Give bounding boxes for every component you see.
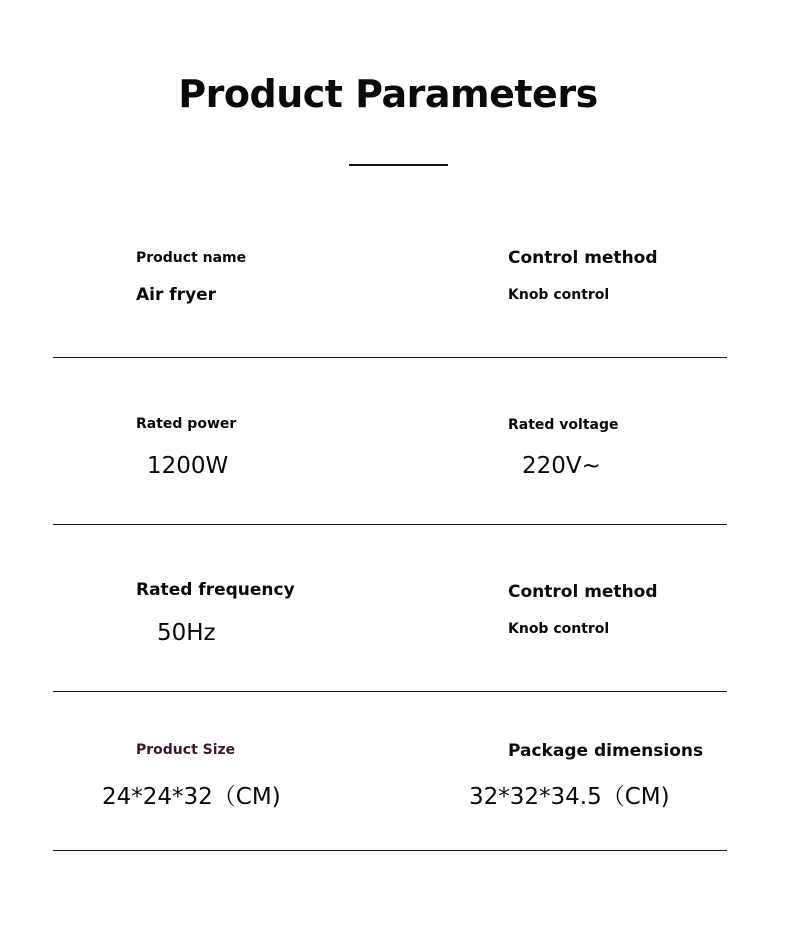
control-method-label: Control method <box>508 582 658 602</box>
title-underline <box>349 164 448 166</box>
row-divider <box>53 357 727 358</box>
product-size-value: 24*24*32（CM) <box>102 784 281 810</box>
rated-power-label: Rated power <box>136 416 237 432</box>
control-method-value: Knob control <box>508 621 610 637</box>
row-divider <box>53 524 727 525</box>
rated-voltage-label: Rated voltage <box>508 417 619 433</box>
control-method-value: Knob control <box>508 287 610 303</box>
row-divider <box>53 850 727 851</box>
package-dimensions-label: Package dimensions <box>508 741 704 761</box>
rated-frequency-value: 50Hz <box>157 620 216 646</box>
product-name-value: Air fryer <box>136 285 217 305</box>
control-method-label: Control method <box>508 248 658 268</box>
product-name-label: Product name <box>136 250 247 266</box>
rated-voltage-value: 220V~ <box>522 453 601 479</box>
rated-power-value: 1200W <box>147 453 229 479</box>
package-dimensions-value: 32*32*34.5（CM) <box>469 784 670 810</box>
row-divider <box>53 691 727 692</box>
page-title: Product Parameters <box>178 72 598 116</box>
product-size-label: Product Size <box>136 742 236 758</box>
rated-frequency-label: Rated frequency <box>136 580 295 600</box>
